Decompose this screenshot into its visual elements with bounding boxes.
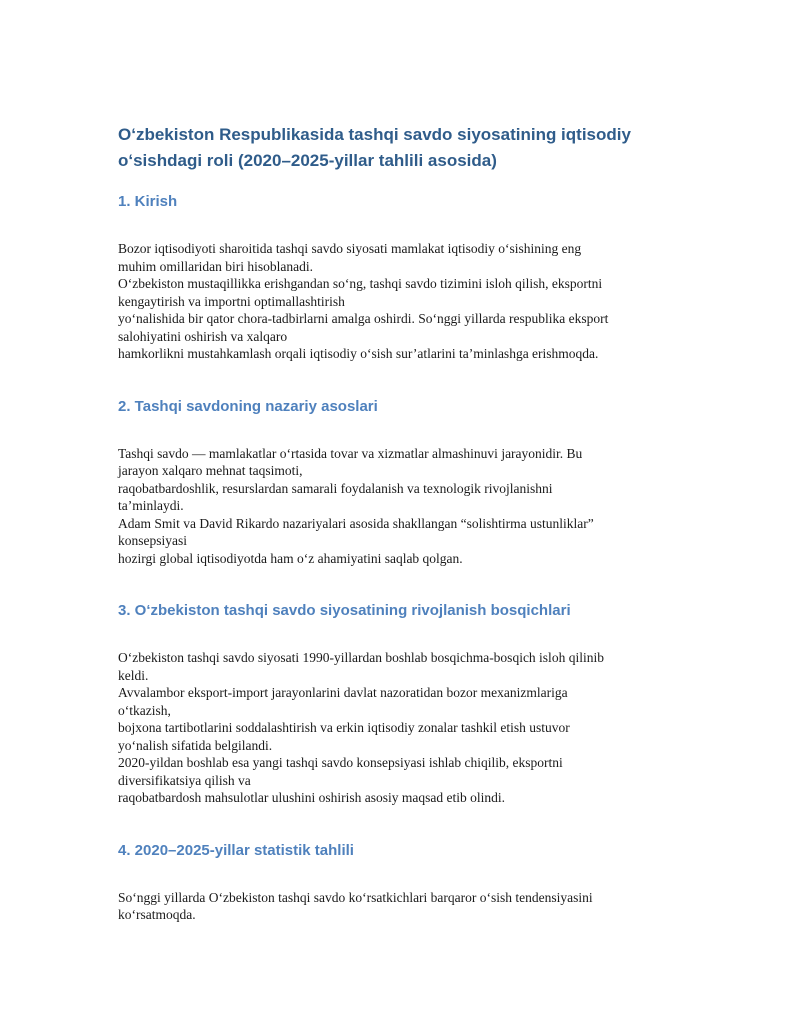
paragraph-line: konsepsiyasi [118, 533, 187, 548]
section-heading: 3. O‘zbekiston tashqi savdo siyosatining rivojlanish bosqichlari [118, 602, 571, 619]
paragraph-line: jarayon xalqaro mehnat taqsimoti, [118, 463, 303, 478]
section-statistics [118, 841, 698, 924]
section-heading: 4. 2020–2025-yillar statistik tahlili [118, 841, 354, 859]
paragraph-line: Bozor iqtisodiyoti sharoitida tashqi savdo siyosati mamlakat iqtisodiy o‘sishining eng [118, 241, 582, 256]
document-title: O‘zbekiston Respublikasida tashqi savdo siyosatining iqtisodiy o‘sishdagi roli (2020–2025-yillar tahlili asosida) [118, 125, 631, 170]
paragraph-line: hozirgi global iqtisodiyotda ham o‘z ahamiyatini saqlab qolgan. [118, 550, 463, 566]
paragraph-line: kengaytirish va importni optimallashtirish [118, 293, 345, 309]
section-heading: 1. Kirish [118, 193, 178, 210]
paragraph-line: muhim omillaridan biri hisoblanadi. [118, 258, 313, 274]
paragraph-line: salohiyatini oshirish va xalqaro [118, 328, 288, 344]
paragraph-line: bojxona tartibotlarini soddalashtirish va erkin iqtisodiy zonalar tashkil etish ustuvor [118, 720, 570, 735]
paragraph-line: ta’minlaydi. [118, 498, 184, 513]
section-paragraph [118, 445, 698, 568]
section-paragraph [118, 889, 698, 924]
paragraph-line: o‘tkazish, [118, 702, 171, 718]
paragraph-line: yo‘nalish sifatida belgilandi. [118, 737, 273, 753]
paragraph-line: O‘zbekiston mustaqillikka erishgandan so‘ng, tashqi savdo tizimini isloh qilish, eksportni [118, 276, 603, 291]
paragraph-line: Tashqi savdo — mamlakatlar o‘rtasida tovar va xizmatlar almashinuvi jarayonidir. Bu [118, 445, 583, 461]
document-body [118, 122, 698, 924]
paragraph-line: hamkorlikni mustahkamlash orqali iqtisodiy o‘sish sur’atlarini ta’minlashga erishmoqda. [118, 346, 599, 361]
paragraph-line: So‘nggi yillarda O‘zbekiston tashqi savdo ko‘rsatkichlari barqaror o‘sish tendensiyasini [118, 889, 593, 905]
paragraph-line: yo‘nalishida bir qator chora-tadbirlarni amalga oshirdi. So‘nggi yillarda respublika eksport [118, 311, 609, 326]
paragraph-line: diversifikatsiya qilish va [118, 772, 251, 788]
paragraph-line: Avvalambor eksport-import jarayonlarini davlat nazoratidan bozor mexanizmlariga [118, 685, 568, 700]
section-paragraph [118, 649, 698, 807]
section-introduction [118, 192, 698, 363]
section-development-stages [118, 601, 698, 807]
section-heading: 2. Tashqi savdoning nazariy asoslari [118, 397, 378, 415]
section-paragraph [118, 240, 698, 363]
paragraph-line: Adam Smit va David Rikardo nazariyalari asosida shakllangan “solishtirma ustunliklar” [118, 515, 594, 531]
paragraph-line: keldi. [118, 667, 149, 683]
section-theory [118, 397, 698, 568]
paragraph-line: raqobatbardosh mahsulotlar ulushini oshirish asosiy maqsad etib olindi. [118, 790, 505, 805]
paragraph-line: raqobatbardoshlik, resurslardan samarali foydalanish va texnologik rivojlanishni [118, 480, 553, 496]
paragraph-line: 2020-yildan boshlab esa yangi tashqi savdo konsepsiyasi ishlab chiqilib, eksportni [118, 755, 563, 770]
paragraph-line: O‘zbekiston tashqi savdo siyosati 1990-yillardan boshlab bosqichma-bosqich isloh qilinib [118, 650, 604, 665]
paragraph-line: ko‘rsatmoqda. [118, 907, 196, 922]
